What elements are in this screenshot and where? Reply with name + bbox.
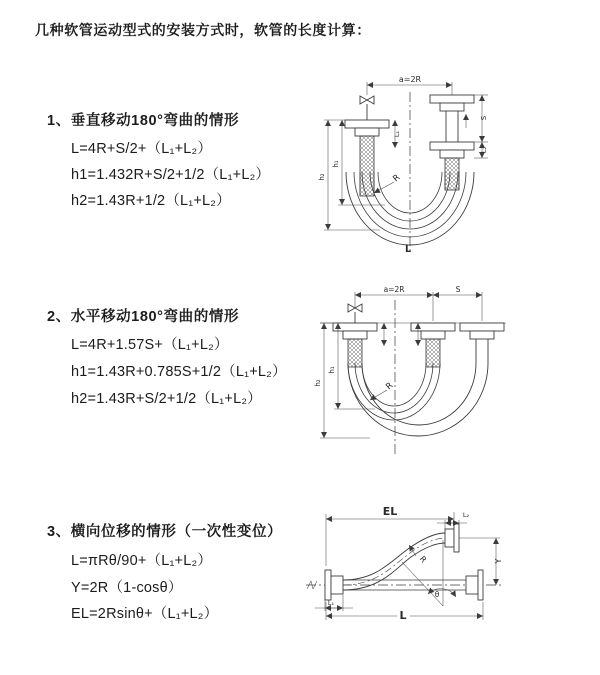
dim-label-l1: L₁ <box>327 599 335 607</box>
dim-label-h1: h₁ <box>328 366 336 374</box>
left-flange <box>325 570 343 600</box>
dim-label-theta: θ <box>434 590 440 599</box>
dim-label-r: R <box>384 380 396 393</box>
section-1-formula-h1: h1=1.432R+S/2+1/2（L₁+L₂） <box>71 167 271 183</box>
left-pipe-flange <box>333 323 377 367</box>
radius-leader <box>370 381 395 400</box>
section-2-formula-h2: h2=1.43R+S/2+1/2（L₁+L₂） <box>71 391 262 407</box>
section-3-formula-L: L=πRθ/90+（L₁+L₂） <box>71 553 213 569</box>
section-1-heading: 1、垂直移动180°弯曲的情形 <box>47 113 240 129</box>
section-1-formula-h2: h2=1.43R+1/2（L₁+L₂） <box>71 193 231 209</box>
dim-label-a2r: a=2R <box>398 75 422 84</box>
diagram-vertical-180-bend <box>300 62 590 257</box>
section-3-formula-EL: EL=2Rsinθ+（L₁+L₂） <box>71 606 219 622</box>
dim-label-l: L <box>404 244 412 255</box>
dim-label-l2: L₂ <box>480 146 488 154</box>
angle-construction <box>402 540 456 606</box>
valve-icon <box>360 96 374 120</box>
dimension-el <box>326 505 454 566</box>
right-pipe-lower-flange <box>430 142 474 158</box>
diagram-horizontal-180-bend <box>300 278 590 463</box>
dimension-l1 <box>315 595 353 611</box>
dim-label-h1: h₁ <box>332 160 340 168</box>
dim-label-l2: L₂ <box>462 511 470 519</box>
dimension-s <box>474 95 488 142</box>
section-2-formula-h1: h1=1.43R+0.785S+1/2（L₁+L₂） <box>71 364 287 380</box>
dimension-l2 <box>474 142 488 158</box>
original-right-flange <box>466 570 483 600</box>
dim-label-a2r: a=2R <box>383 285 405 294</box>
section-2-formula-L: L=4R+1.57S+（L₁+L₂） <box>71 337 229 353</box>
middle-pipe-flange <box>411 323 455 367</box>
section-1-formula-L: L=4R+S/2+（L₁+L₂） <box>71 141 213 157</box>
displaced-right-flange <box>445 524 459 552</box>
section-2-heading: 2、水平移动180°弯曲的情形 <box>47 309 240 325</box>
dim-label-h2: h₂ <box>318 173 326 181</box>
dim-label-l: L <box>399 609 407 622</box>
dimension-l2 <box>437 511 470 529</box>
displaced-hose <box>343 533 445 590</box>
dimension-a2r <box>367 75 452 95</box>
hose-bend-arcs-moved <box>348 352 488 436</box>
dim-label-r: R <box>391 172 403 185</box>
moved-pipe-flange <box>460 323 504 352</box>
page-title: 几种软管运动型式的安装方式时，软管的长度计算： <box>35 22 371 38</box>
dim-label-el: EL <box>382 505 398 518</box>
dim-label-h2: h₂ <box>314 379 322 387</box>
left-pipe-flange <box>345 120 389 136</box>
right-pipe-upper-flange <box>430 95 474 142</box>
dim-label-s: S <box>455 285 461 294</box>
dimension-a2r <box>355 285 433 321</box>
dim-label-l1: L₁ <box>393 130 401 138</box>
section-3-formula-Y: Y=2R（1-cosθ） <box>71 580 183 596</box>
hose-bend-arcs-original <box>348 363 440 420</box>
diagram-lateral-displacement <box>298 498 598 650</box>
dim-label-r: R <box>417 554 429 565</box>
dim-label-y: Y <box>494 558 503 564</box>
dimension-l1 <box>393 120 401 148</box>
dimension-s <box>433 285 482 321</box>
dim-label-s: S <box>480 115 488 121</box>
dimension-l <box>326 602 483 622</box>
section-3-heading: 3、横向位移的情形（一次性变位） <box>47 524 283 540</box>
